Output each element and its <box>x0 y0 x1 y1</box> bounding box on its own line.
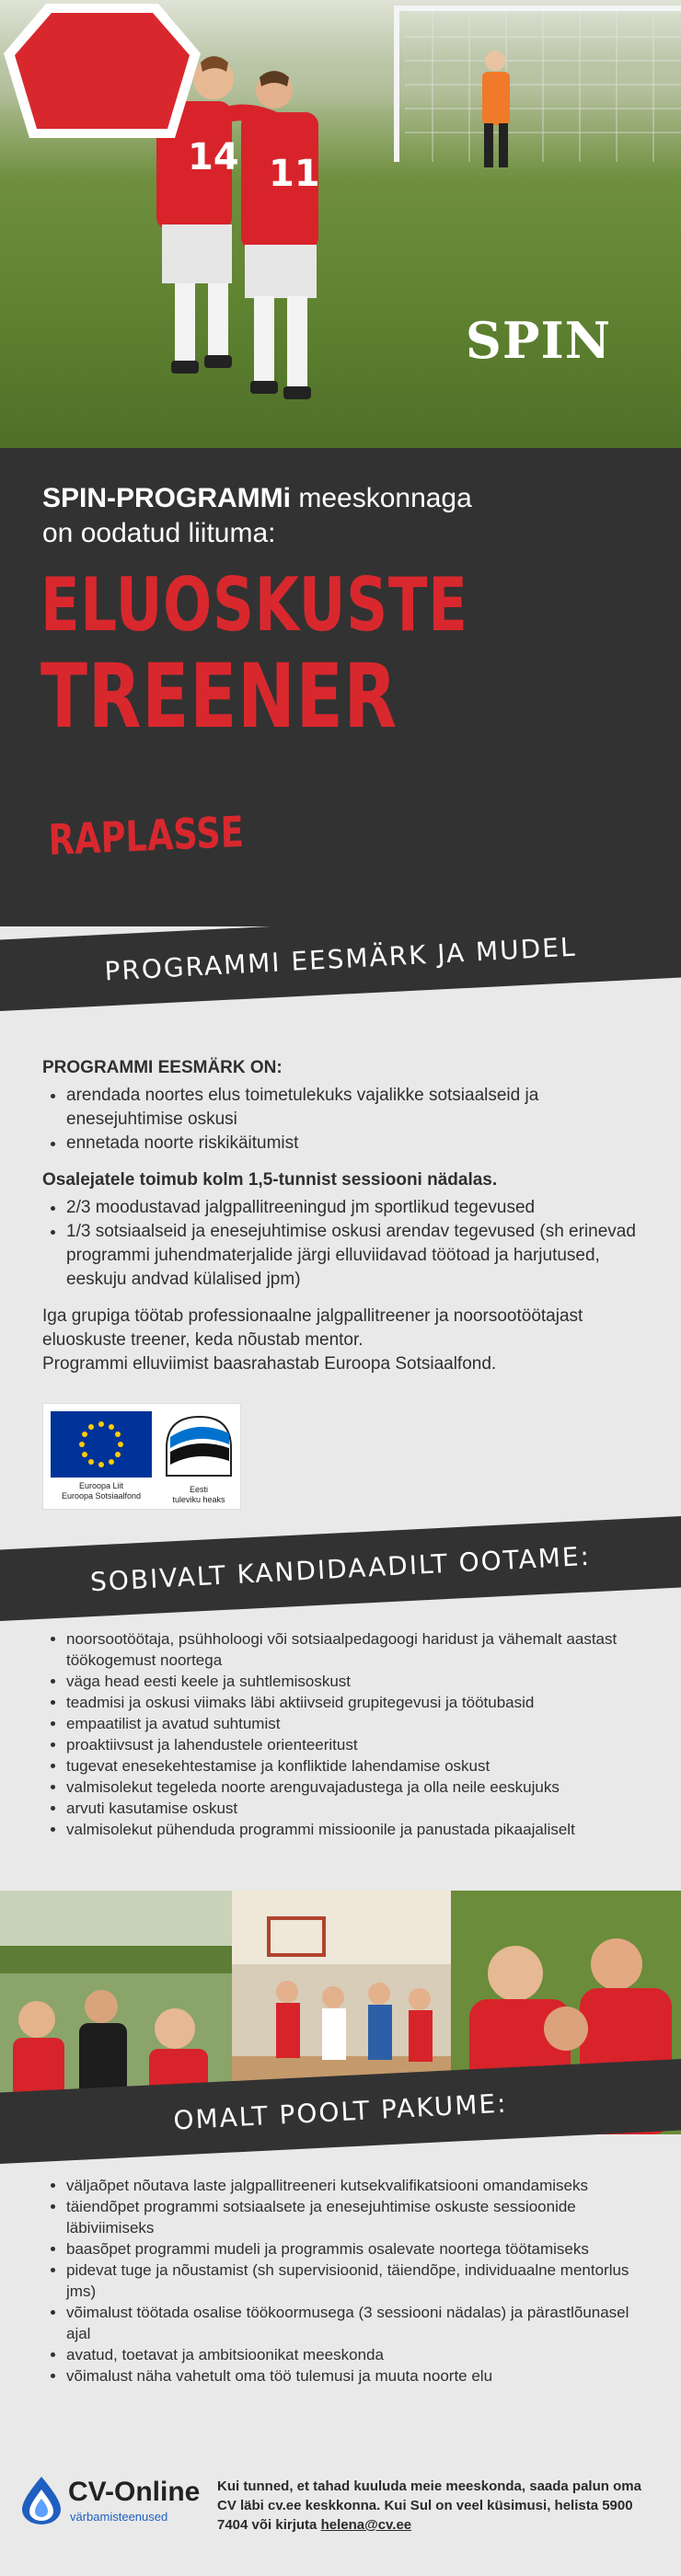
contact-text-body: Kui tunned, et tahad kuuluda meie meeskonda, saada palun oma CV läbi cv.ee keskkonna. Kui Sul on veel küsimusi, helista 5900 7404 või kirjuta <box>217 2478 641 2533</box>
hero-photo <box>0 0 681 448</box>
list-item: • tugevat enesekehtestamise ja konfliktide lahendamise oskust <box>66 1755 641 1777</box>
list-item: • valmisolekut pühenduda programmi missioonile ja panustada pikaajaliselt <box>66 1819 641 1840</box>
intro-strong: SPIN-PROGRAMMi <box>42 483 291 513</box>
list-item: • võimalust näha vahetult oma töö tulemusi ja muuta noorte elu <box>66 2365 641 2386</box>
intro-text <box>42 481 650 551</box>
list-item: • arvuti kasutamise oskust <box>66 1798 641 1819</box>
eu-caption-line-1: Euroopa Liit <box>78 1481 124 1490</box>
list-item: • ennetada noorte riskikäitumist <box>66 1132 641 1156</box>
ee-caption-line-2: tuleviku heaks <box>172 1495 225 1504</box>
shirt-number-11: 11 <box>269 153 320 195</box>
list-item: • väga head eesti keele ja suhtlemisoskust <box>66 1671 641 1692</box>
banner-candidate-text: SOBIVALT KANDIDAADILT OOTAME: <box>89 1540 592 1598</box>
list-item: • avatud, toetavat ja ambitsioonikat meeskonda <box>66 2344 641 2365</box>
eu-flag-icon <box>51 1411 152 1478</box>
sessions-heading: Osalejatele toimub kolm 1,5-tunnist sessiooni nädalas. <box>42 1170 498 1190</box>
team-paragraph: Iga grupiga töötab professionaalne jalgpallitreener ja noorsootöötajast eluoskuste treener, keda nõustab mentor. <box>42 1306 583 1350</box>
list-item: • 1/3 sotsiaalseid ja enesejuhtimise oskusi arendav tegevused (sh erinevad programmi juhendmaterjalide järgi elluviidavad töötoad ja harjutused, eeskuju andvad külalised jpm) <box>66 1220 641 1292</box>
list-item: • proaktiivsust ja lahendustele orienteeritust <box>66 1734 641 1755</box>
list-item: • pidevat tuge ja nõustamist (sh supervisioonid, täiendõpe, individuaalne mentorlus jms) <box>66 2260 641 2302</box>
funding-paragraph: Programmi elluviimist baasrahastab Euroopa Sotsiaalfond. <box>42 1354 497 1374</box>
shirt-number-14: 14 <box>188 136 239 178</box>
contact-text <box>217 2477 659 2535</box>
cv-online-subtitle: värbamisteenused <box>70 2510 168 2524</box>
cv-online-name: CV-Online <box>68 2477 201 2507</box>
contact-email-link[interactable]: helena@cv.ee <box>320 2517 412 2533</box>
job-title-line-2: TREENER <box>40 645 398 748</box>
sessions-list <box>42 1196 641 1292</box>
candidate-section <box>42 1628 641 1853</box>
offer-section <box>42 2175 641 2399</box>
spin-logo-text: SPIN <box>465 311 612 370</box>
program-goal-section <box>42 1056 641 1376</box>
eu-caption-line-2: Euroopa Sotsiaalfond <box>61 1491 142 1501</box>
banner-program-goal-text: PROGRAMMI EESMÄRK JA MUDEL <box>103 931 578 987</box>
job-title-line-1: ELUOSKUSTE <box>40 562 468 648</box>
list-item: • võimalust töötada osalise töökoormusega (3 sessiooni nädalas) ja pärastlõunasel ajal <box>66 2302 641 2344</box>
list-item: • 2/3 moodustavad jalgpallitreeningud jm sportlikud tegevused <box>66 1196 641 1220</box>
banner-offer-text: OMALT POOLT PAKUME: <box>172 2087 509 2136</box>
eu-caption <box>47 1481 156 1501</box>
list-item: • täiendõpet programmi sotsiaalsete ja enesejuhtimise oskuste sessioonide läbiviimiseks <box>66 2196 641 2238</box>
list-item: • arendada noortes elus toimetulekuks vajalikke sotsiaalseid ja enesejuhtimise oskusi <box>66 1084 641 1132</box>
intro-line-2: on oodatud liituma: <box>42 518 276 548</box>
list-item: • väljaõpet nõutava laste jalgpallitreeneri kutsekvalifikatsiooni omandamiseks <box>66 2175 641 2196</box>
intro-rest: meeskonnaga <box>291 483 472 513</box>
candidate-list <box>42 1628 641 1840</box>
list-item: • noorsootöötaja, psühholoogi või sotsiaalpedagoogi haridust ja vähemalt aastast töökogemust noortega <box>66 1628 641 1671</box>
title-block <box>0 448 681 926</box>
offer-list <box>42 2175 641 2386</box>
list-item: • baasõpet programmi mudeli ja programmis osalevate noortega töötamiseks <box>66 2238 641 2260</box>
ee-caption-line-1: Eesti <box>189 1485 208 1494</box>
job-location: RAPLASSE <box>47 806 245 865</box>
ee-caption <box>161 1485 237 1505</box>
list-item: • empaatilist ja avatud suhtumist <box>66 1713 641 1734</box>
cv-online-logo <box>18 2473 212 2532</box>
cv-online-drop-icon <box>18 2475 64 2526</box>
estonia-logo-icon <box>163 1411 235 1481</box>
funding-logos <box>42 1403 241 1510</box>
spin-logo-icon <box>0 0 204 147</box>
goal-heading: PROGRAMMI EESMÄRK ON: <box>42 1058 283 1077</box>
list-item: • teadmisi ja oskusi viimaks läbi aktiivseid grupitegevusi ja töötubasid <box>66 1692 641 1713</box>
goal-list <box>42 1084 641 1156</box>
list-item: • valmisolekut tegeleda noorte arenguvajadustega ja olla neile eeskujuks <box>66 1777 641 1798</box>
